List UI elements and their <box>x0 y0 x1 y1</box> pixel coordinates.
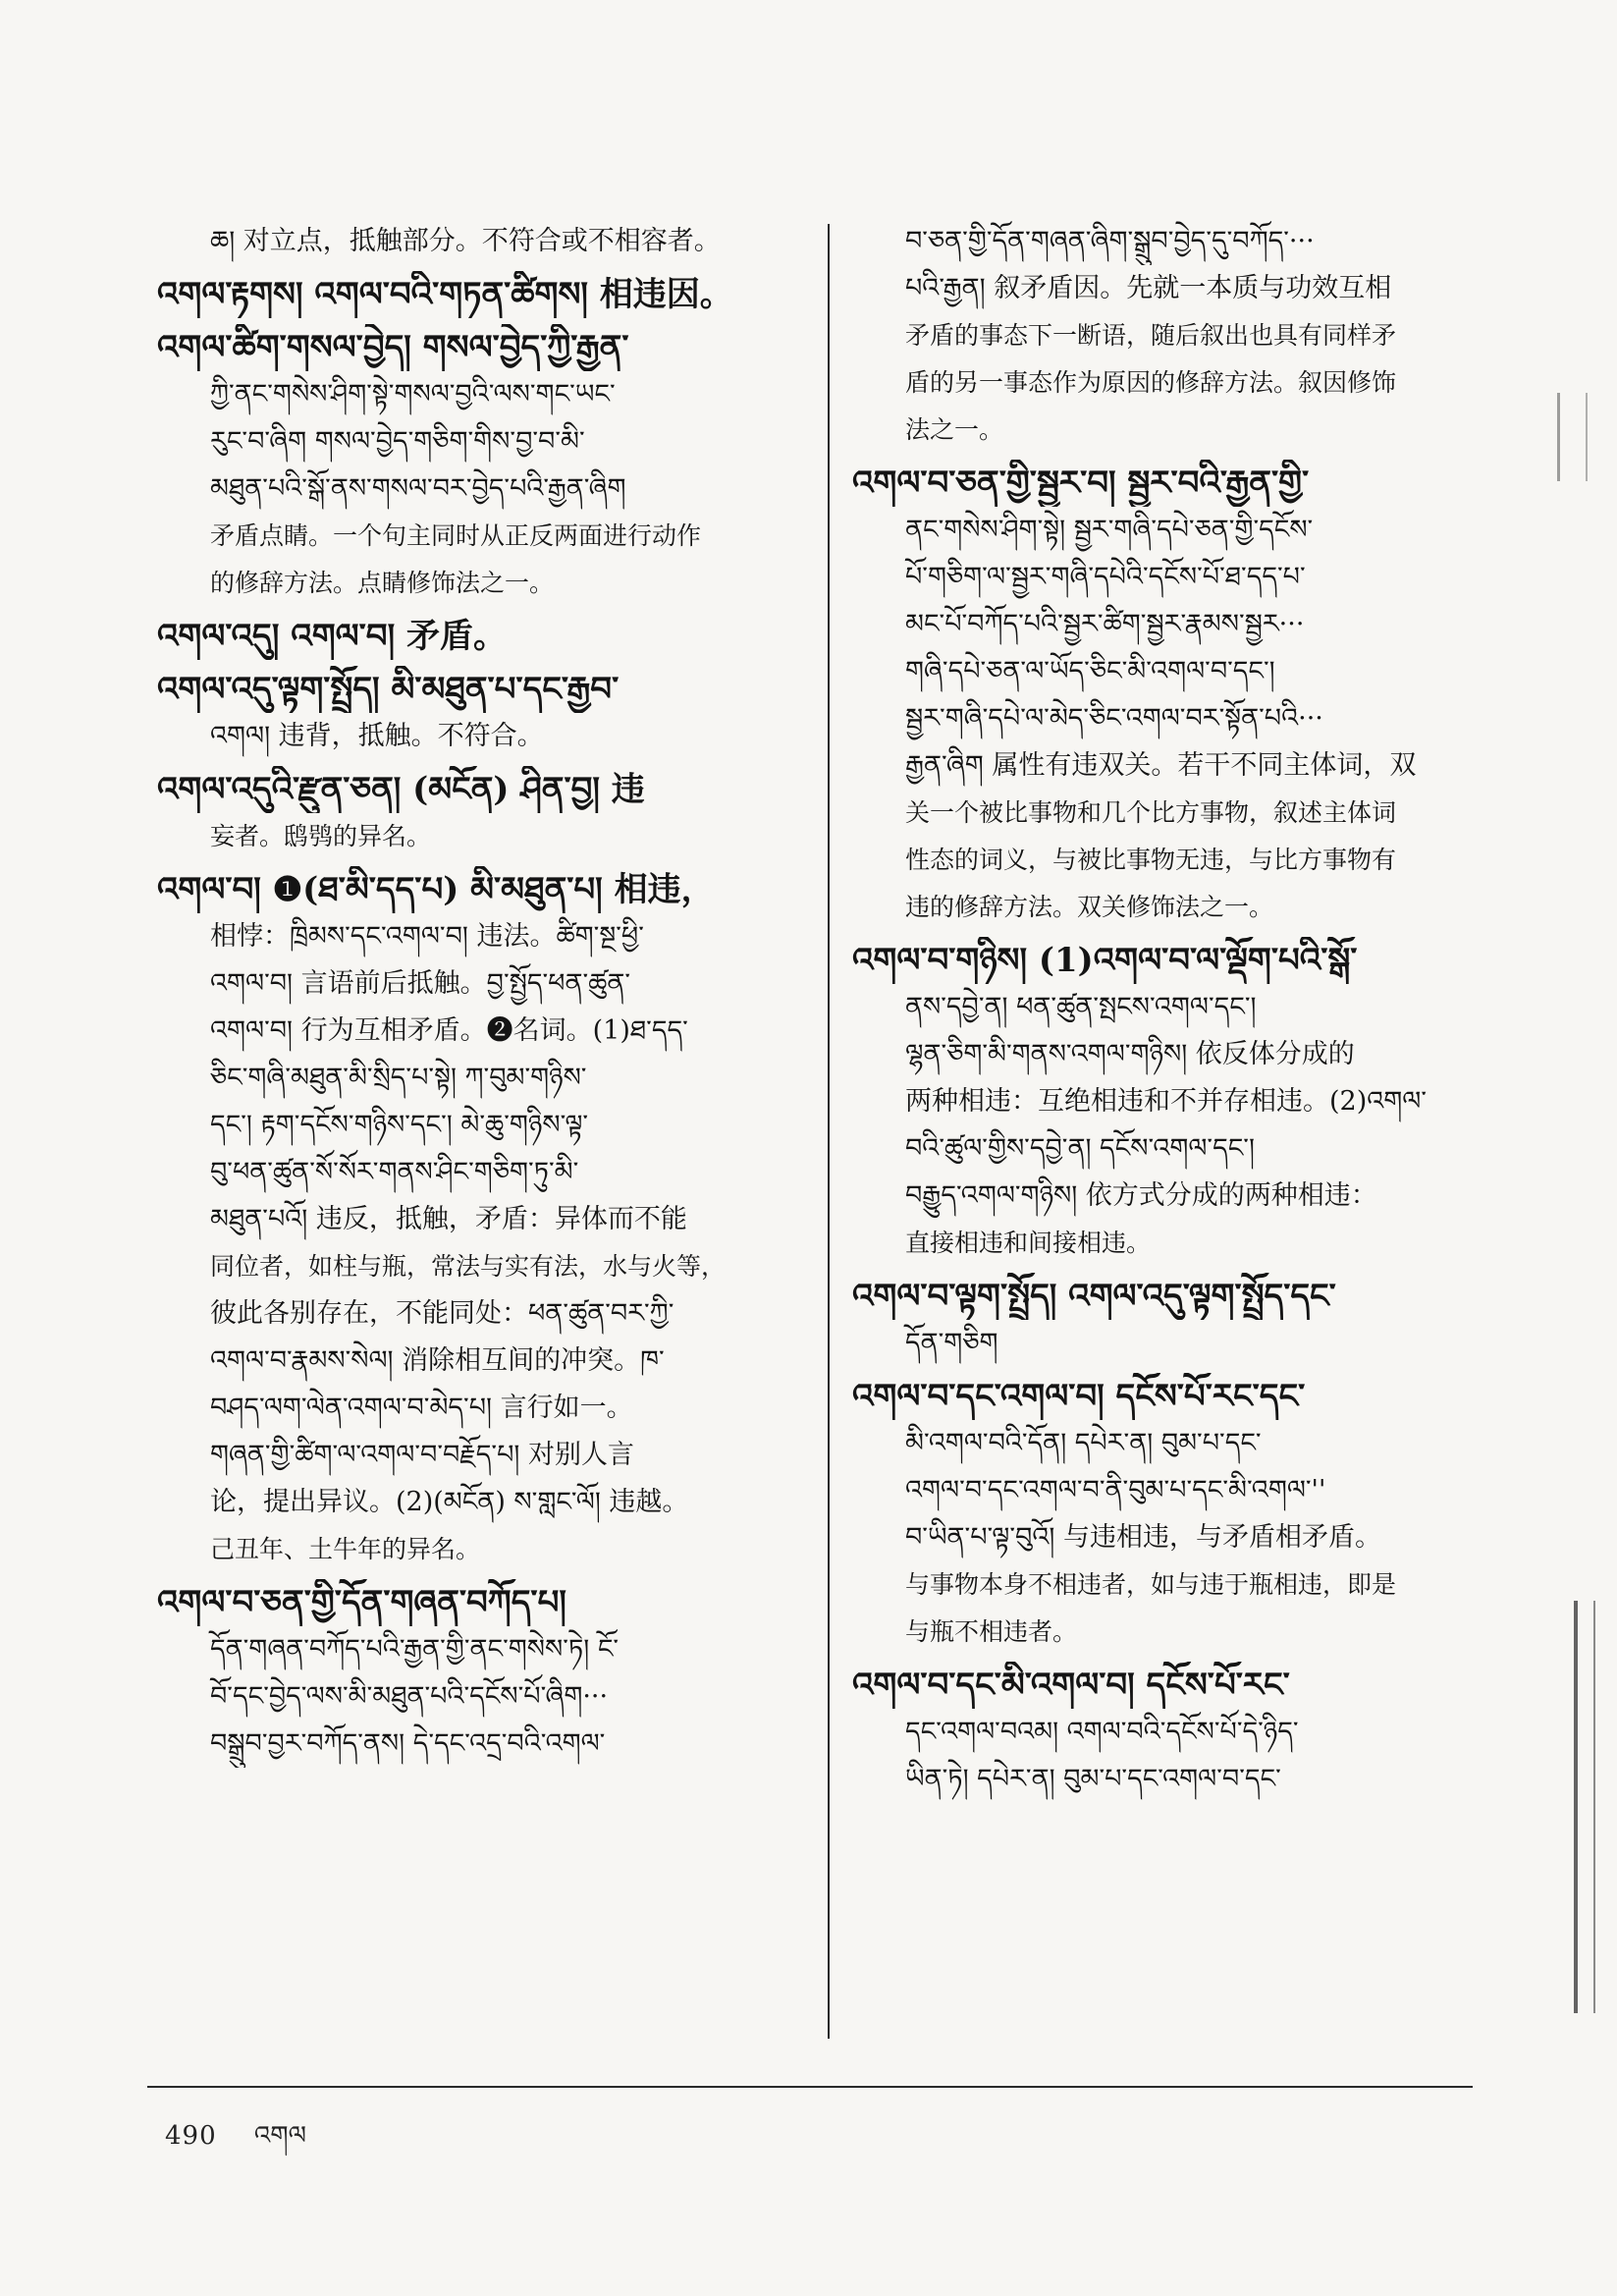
entry-text-line: 关一个被比事物和几个比方事物，叙述主体词 <box>905 798 1397 827</box>
entry-headword-line: འགལ་བ་ཅན་གྱི་སྦྱར་བ། སྦྱར་བའི་རྒྱན་གྱི་ <box>852 464 1310 503</box>
entry-text-line: ནང་གསེས་ཤིག་སྟེ། སྦྱར་གཞི་དཔེ་ཅན་གྱི་དངོས་ <box>905 515 1314 545</box>
dictionary-entry <box>157 866 820 1573</box>
entry-text-line: བ་ཅན་གྱི་དོན་གཞན་ཞིག་སྒྲུབ་བྱེད་དུ་བཀོད་··· <box>905 226 1315 256</box>
entry-headword-line: འགལ་བ་གཉིས། (1)འགལ་བ་ལ་ལྡོག་པའི་སྒོ་ <box>852 941 1358 980</box>
entry-text-line: དང་། རྟག་དངོས་གཉིས་དང་། མེ་ཆུ་གཉིས་ལྟ་ <box>210 1110 589 1140</box>
entry-text-line: མཐུན་པའི་སྒོ་ནས་གསལ་བར་བྱེད་པའི་རྒྱན་ཞིག <box>210 473 626 504</box>
entry-text-line: མཐུན་པའོ། 违反，抵触，矛盾：异体而不能 <box>210 1204 687 1234</box>
entry-headword-line: འགལ་འདུའི་རྫུན་ཅན། (མངོན) ཤིན་བྱ། 违 <box>157 770 645 809</box>
entry-headword-line: འགལ་འདུ་ལྟག་སྤྲོད། མི་མཐུན་པ་དང་རྒྱབ་ <box>157 670 620 709</box>
dictionary-entry <box>852 460 1500 931</box>
entry-text-line: བའི་ཚུལ་གྱིས་དབྱེ་ན། དངོས་འགལ་དང་། <box>905 1133 1255 1164</box>
footer-rule <box>147 2086 1473 2088</box>
entry-headword-line: འགལ་འདུ། འགལ་བ། 矛盾。 <box>157 617 507 656</box>
entry-text-line: བུ་ཕན་ཚུན་སོ་སོར་གནས་ཤིང་གཅིག་ཏུ་མི་ <box>210 1157 579 1187</box>
entry-text-line: 法之一。 <box>905 415 1004 444</box>
entry-text-line: 直接相违和间接相违。 <box>905 1229 1152 1257</box>
dictionary-entry <box>852 1373 1500 1656</box>
dictionary-entry <box>157 613 820 660</box>
dictionary-entry <box>852 1662 1500 1803</box>
entry-text-line: ལྷན་ཅིག་མི་གནས་འགལ་གཉིས། 依反体分成的 <box>905 1039 1355 1069</box>
entry-text-line: 矛盾点睛。一个句主同时从正反两面进行动作 <box>210 521 702 550</box>
column-divider <box>828 224 830 2039</box>
entry-headword-line: འགལ་བ་ལྟག་སྤྲོད། འགལ་འདུ་ལྟག་སྤྲོད་དང་ <box>852 1277 1336 1316</box>
margin-tab-marks <box>1557 393 1588 481</box>
entry-headword-line: འགལ་བ། ❶(ཐ་མི་དད་པ) མི་མཐུན་པ། 相违， <box>157 870 715 909</box>
page-number: 490 <box>165 2121 217 2151</box>
entry-text-line: གཞི་དཔེ་ཅན་ལ་ཡོད་ཅིང་མི་འགལ་བ་དང་། <box>905 656 1275 686</box>
margin-thumb-index <box>1574 1601 1595 2013</box>
entry-text-line: རྒྱན་ཞིག 属性有违双关。若干不同主体词，双 <box>905 750 1417 781</box>
entry-text-line: པོ་གཅིག་ལ་སྦྱར་གཞི་དཔེའི་དངོས་པོ་ཐ་དད་པ་ <box>905 562 1306 592</box>
entry-headword-line: འགལ་བ་ཅན་གྱི་དོན་གཞན་བཀོད་པ། <box>157 1583 566 1622</box>
dictionary-entry <box>157 218 820 265</box>
entry-headword-line: འགལ་རྟགས། འགལ་བའི་གཏན་ཚིགས། 相违因。 <box>157 275 733 314</box>
entry-headword-line: འགལ་བ་དང་མི་འགལ་བ། དངོས་པོ་རང་ <box>852 1666 1290 1705</box>
dictionary-entry <box>157 324 820 607</box>
entry-text-line: 违的修辞方法。双关修饰法之一。 <box>905 893 1274 921</box>
page-footer <box>165 2107 306 2179</box>
entry-text-line: སྦྱར་གཞི་དཔེ་ལ་མེད་ཅིང་འགལ་བར་སྟོན་པའི··· <box>905 703 1323 734</box>
entry-text-line: 与瓶不相违者。 <box>905 1617 1078 1646</box>
entry-text-line: འགལ་བ། 言语前后抵触。བྱ་སྤྱོད་ཕན་ཚུན་ <box>210 968 631 999</box>
dictionary-entry <box>157 1579 820 1768</box>
left-column <box>157 218 820 1774</box>
entry-text-line: མི་འགལ་བའི་དོན། དཔེར་ན། བུམ་པ་དང་ <box>905 1428 1262 1458</box>
dictionary-entry <box>852 1273 1500 1367</box>
entry-text-line: 盾的另一事态作为原因的修辞方法。叙因修饰 <box>905 368 1397 397</box>
entry-text-line: 论，提出异议。(2)(མངོན) ས་གླང་ལོ། 违越。 <box>210 1487 689 1517</box>
entry-text-line: 的修辞方法。点睛修饰法之一。 <box>210 569 555 597</box>
dictionary-entry <box>852 218 1500 454</box>
entry-text-line: 同位者，如柱与瓶，常法与实有法，水与火等， <box>210 1252 727 1281</box>
entry-text-line: 矛盾的事态下一断语，随后叙出也具有同样矛 <box>905 321 1397 350</box>
entry-text-line: འགལ་བ་རྣམས་སེལ། 消除相互间的冲突。ཁ་ <box>210 1345 665 1376</box>
entry-text-line: 性态的词义，与被比事物无违，与比方事物有 <box>905 846 1397 874</box>
right-column <box>852 218 1500 1809</box>
entry-text-line: གཞན་གྱི་ཚིག་ལ་འགལ་བ་བརྗོད་པ། 对别人言 <box>210 1440 634 1470</box>
entry-text-line: 相悖：ཁྲིམས་དང་འགལ་བ། 违法。ཚིག་སྔ་ཕྱི་ <box>210 921 644 952</box>
entry-text-line: 两种相违：互绝相违和不并存相违。(2)འགལ་ <box>905 1086 1427 1117</box>
entry-text-line: དོན་གཅིག <box>905 1328 998 1358</box>
entry-text-line: བོ་དང་བྱེད་ལས་མི་མཐུན་པའི་དངོས་པོ་ཞིག··· <box>210 1681 609 1712</box>
running-head: འགལ <box>253 2121 306 2151</box>
entry-text-line: 己丑年、土牛年的异名。 <box>210 1535 481 1563</box>
entry-text-line: 与事物本身不相违者，如与违于瓶相违，即是 <box>905 1570 1397 1599</box>
entry-text-line: དང་འགལ་བའམ། འགལ་བའི་དངོས་པོ་དེ་ཉིད་ <box>905 1717 1299 1747</box>
entry-text-line: བ་ཡིན་པ་ལྟ་བུའོ། 与违相违，与矛盾相矛盾。 <box>905 1522 1381 1553</box>
entry-text-line: བཤད་ལག་ལེན་འགལ་བ་མེད་པ། 言行如一。 <box>210 1393 633 1423</box>
dictionary-entry <box>157 271 820 318</box>
entry-text-line: ནས་དབྱེ་ན། ཕན་ཚུན་སྤངས་འགལ་དང་། <box>905 992 1257 1022</box>
entry-text-line: རུང་བ་ཞིག གསལ་བྱེད་གཅིག་གིས་བྱ་བ་མི་ <box>210 426 585 457</box>
entry-text-line: འགལ་བ། 行为互相矛盾。❷名词。(1)ཐ་དད་ <box>210 1015 688 1046</box>
dictionary-entry <box>852 937 1500 1267</box>
entry-text-line: དོན་གཞན་བཀོད་པའི་རྒྱན་གྱི་ནང་གསེས་ཏེ། ངོ་ <box>210 1634 620 1665</box>
entry-headword-line: འགལ་བ་དང་འགལ་བ། དངོས་པོ་རང་དང་ <box>852 1377 1306 1416</box>
entry-text-line: བསྒྲུབ་བྱར་བཀོད་ནས། དེ་དང་འདྲ་བའི་འགལ་ <box>210 1728 606 1759</box>
entry-text-line: ཅིང་གཞི་མཐུན་མི་སྲིད་པ་སྟེ། ཀ་བུམ་གཉིས་ <box>210 1063 587 1093</box>
entry-text-line: འགལ། 违背，抵触。不符合。 <box>210 721 544 751</box>
entry-text-line: འགལ་བ་དང་འགལ་བ་ནི་བུམ་པ་དང་མི་འགལ་'' <box>905 1475 1326 1505</box>
entry-text-line: 彼此各别存在，不能同处：ཕན་ཚུན་བར་ཀྱི་ <box>210 1298 674 1329</box>
entry-text-line: 妄者。鸱鸮的异名。 <box>210 822 432 850</box>
entry-text-line: ཀྱི་ནང་གསེས་ཤིག་སྟེ་གསལ་བྱའི་ལས་གང་ཡང་ <box>210 379 616 410</box>
dictionary-entry <box>157 766 820 860</box>
entry-text-line: པའི་རྒྱན། 叙矛盾因。先就一本质与功效互相 <box>905 273 1392 303</box>
dictionary-entry <box>157 666 820 760</box>
entry-text-line: མང་པོ་བཀོད་པའི་སྦྱར་ཚིག་སྦྱར་རྣམས་སྦྱར··· <box>905 609 1305 639</box>
entry-text-line: ཆ། 对立点，抵触部分。不符合或不相容者。 <box>210 226 721 256</box>
entry-text-line: ཡིན་ཏེ། དཔེར་ན། བུམ་པ་དང་འགལ་བ་དང་ <box>905 1764 1281 1794</box>
entry-text-line: བརྒྱུད་འགལ་གཉིས། 依方式分成的两种相违： <box>905 1180 1377 1211</box>
entry-headword-line: འགལ་ཚིག་གསལ་བྱེད། གསལ་བྱེད་ཀྱི་རྒྱན་ <box>157 328 629 367</box>
